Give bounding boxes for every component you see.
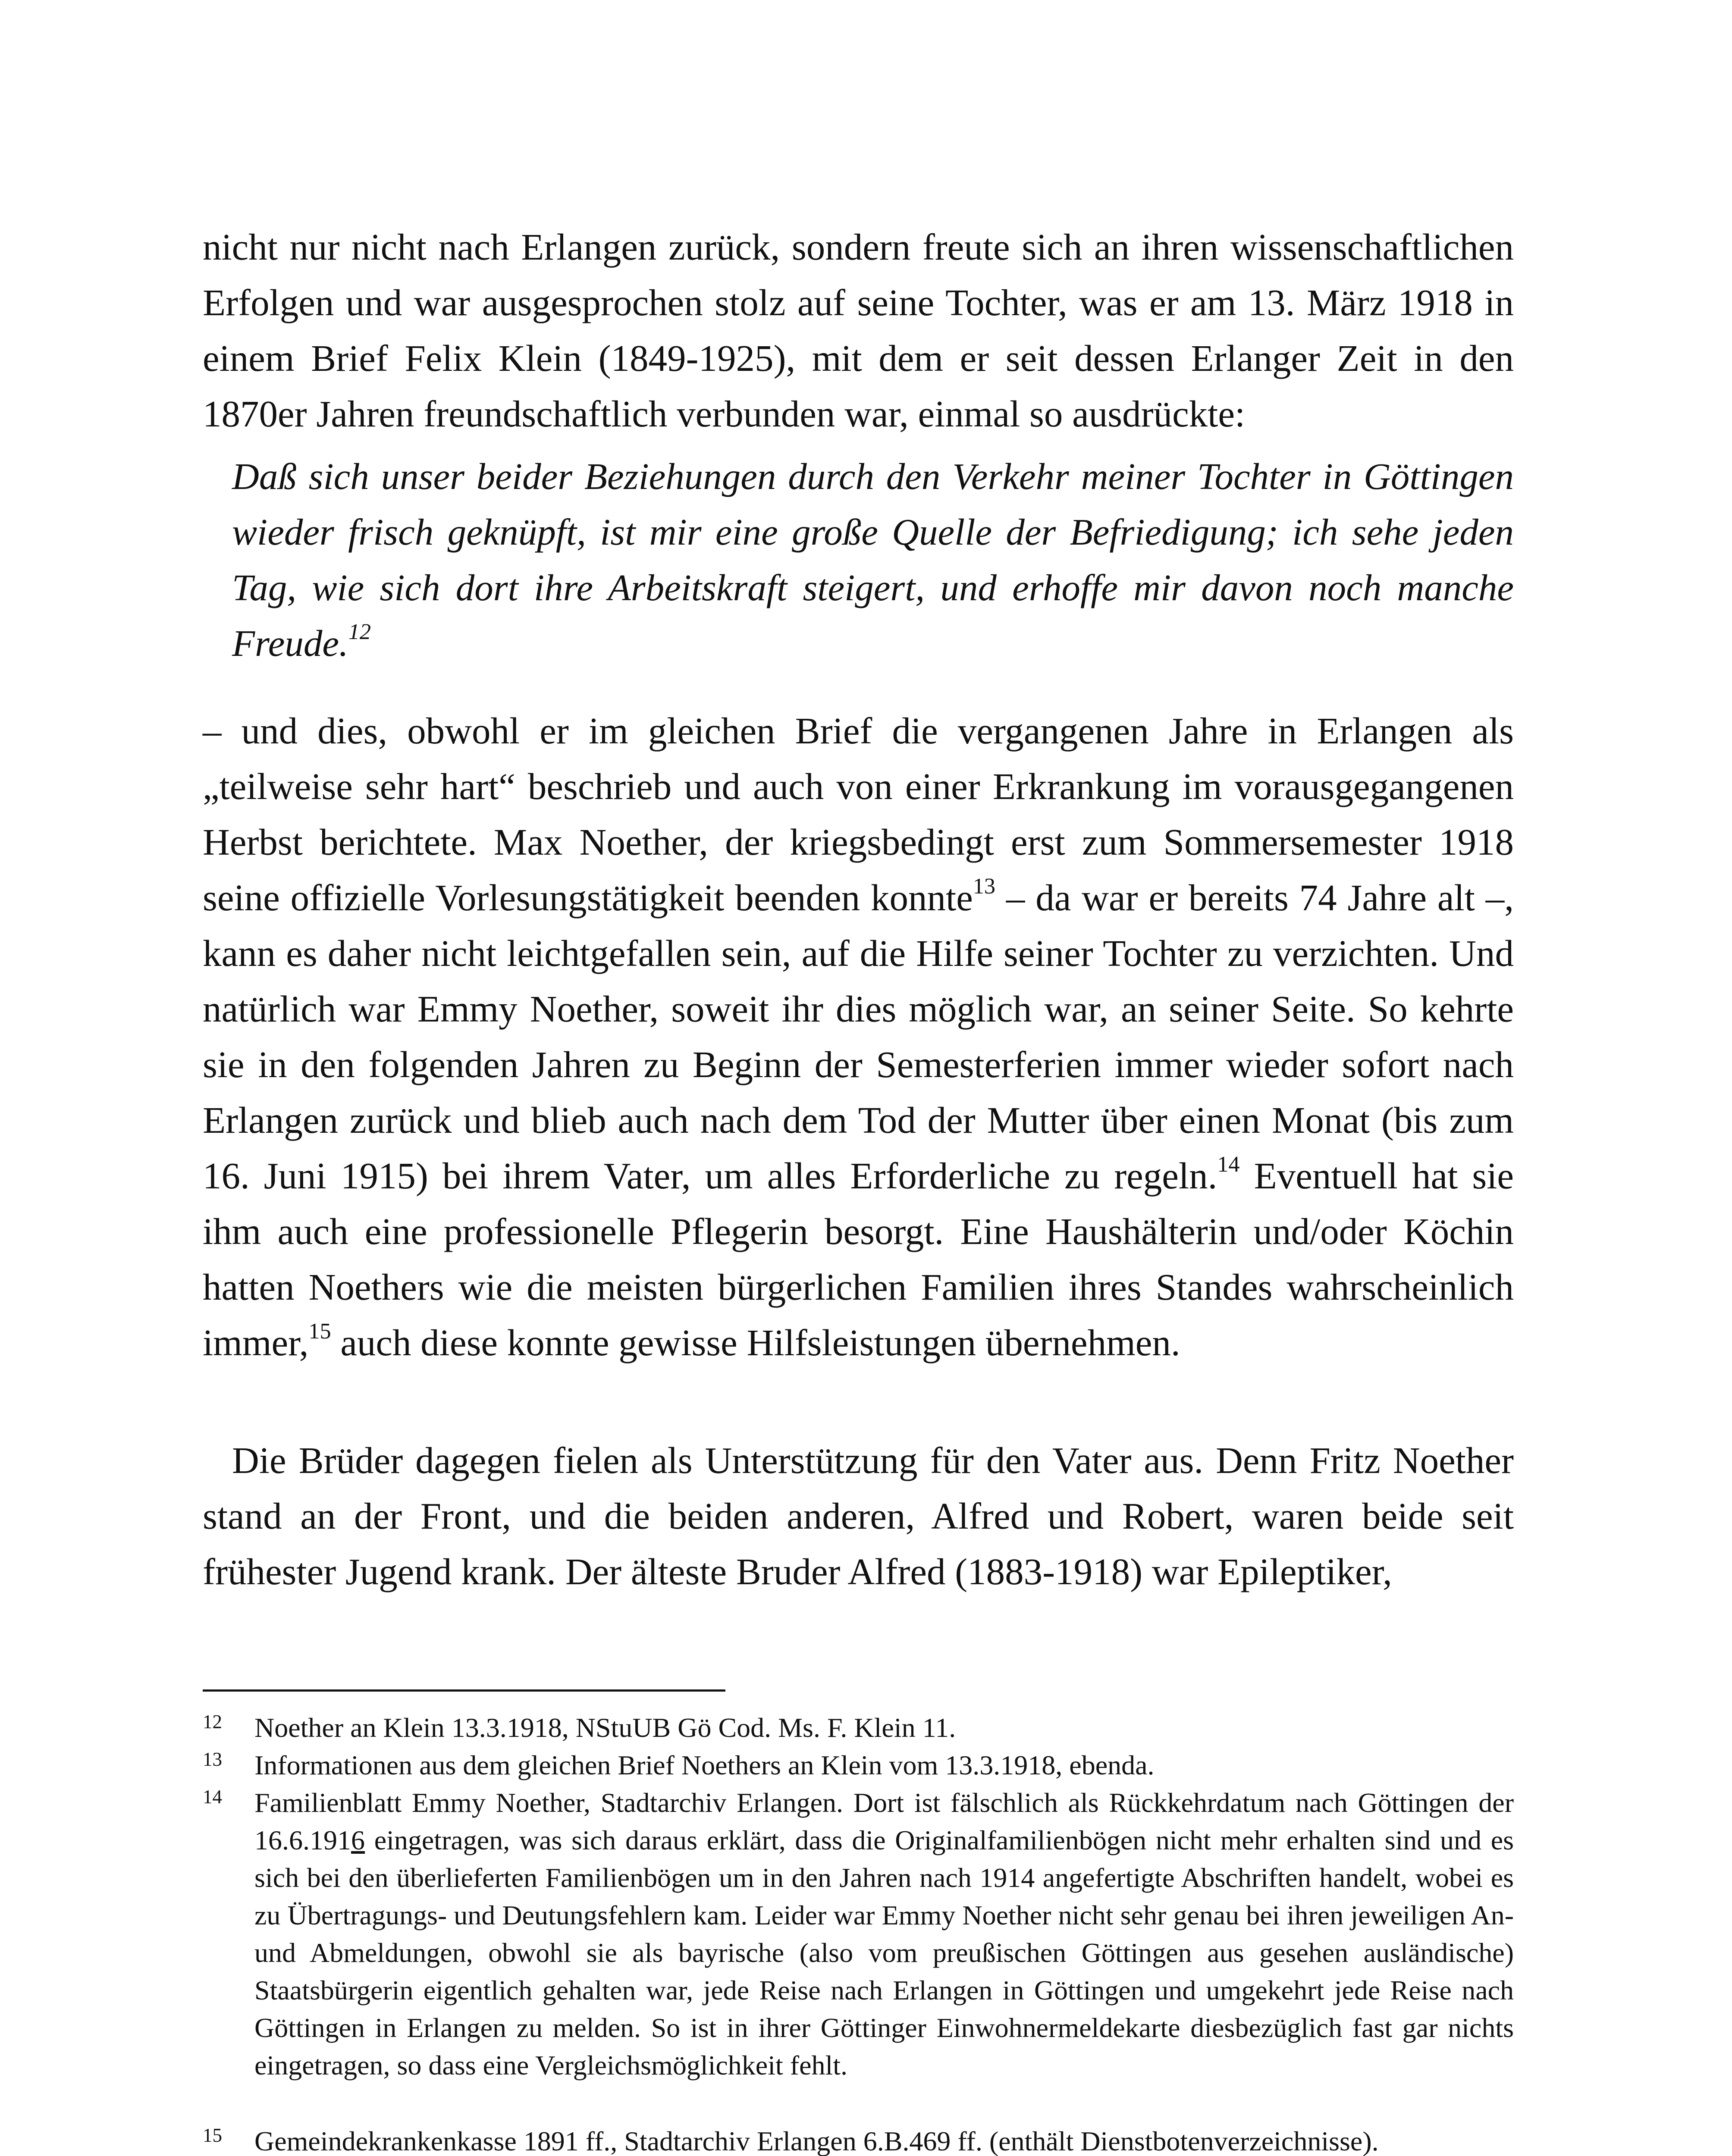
footnote-number: 14 [203,1786,222,1808]
footnote-number: 13 [203,1749,222,1770]
footnote-text [254,1784,1514,2084]
paragraph-3-text: Die Brüder dagegen fielen als Unterstützung für den Vater aus. Denn Fritz Noether stand an der Front, und die beiden anderen, Alfred und Robert, waren beide seit frühester Jugend krank. Der älteste Bruder Alfred (1883-1918) war Epileptiker, [203,1439,1514,1592]
footnote-underlined-digit: 6 [351,1825,365,1855]
footnote-ref-15[interactable]: 15 [308,1318,331,1344]
footnote-number: 12 [203,1711,222,1733]
paragraph-2-part-4: auch diese konnte gewisse Hilfsleistungen übernehmen. [331,1322,1180,1363]
footnote-text: Informationen aus dem gleichen Brief Noethers an Klein vom 13.3.1918, ebenda. [254,1750,1155,1780]
footnote-text-after: eingetragen, was sich daraus erklärt, dass die Originalfamilienbögen nicht mehr erhalten sind und es sich bei den überlieferten Familienbögen um in den Jahren nach 1914 angefertigte Abschriften handelt, wobei es zu Übertragungs- und Deutungsfehlern kam. Leider war Emmy Noether nicht sehr genau bei ihren jeweiligen An- und Abmeldungen, obwohl sie als bayrische (also vom preußischen Göttingen aus gesehen ausländische) Staatsbürgerin eigentlich gehalten war, jede Reise nach Erlangen in Göttingen und umgekehrt jede Reise nach Göttingen in Erlangen zu melden. So ist in ihrer Göttinger Einwohnermeldekarte diesbezüglich fast gar nichts eingetragen, so dass eine Vergleichsmöglichkeit fehlt. [254,1825,1514,2081]
body-paragraph-2 [203,703,1514,1370]
body-paragraph-1 [203,219,1514,442]
footnote-13 [203,1746,1514,1784]
paragraph-2-part-3: Eventuell hat sie ihm auch eine professionelle Pflegerin besorgt. Eine Haushälterin und/oder Köchin hatten Noethers wie die meisten bürgerlichen Familien ihres Standes wahrscheinlich immer, [203,1155,1514,1363]
footnote-ref-14[interactable]: 14 [1217,1151,1240,1177]
footnote-separator [203,1689,725,1692]
paragraph-2-part-1: – und dies, obwohl er im gleichen Brief die vergangenen Jahre in Erlangen als „teilweise sehr hart“ beschrieb und auch von einer Erkrankung im vorausgegangenen Herbst berichtete. Max Noether, der kriegsbedingt erst zum Sommersemester 1918 seine offizielle Vorlesungstätigkeit beenden konnte [203,710,1514,918]
footnote-ref-13[interactable]: 13 [973,873,996,899]
footnote-text-before: Familienblatt Emmy Noether, Stadtarchiv Erlangen. Dort ist fälschlich als Rückkehrdatum nach Göttingen der 16.6.191 [254,1787,1514,1855]
paragraph-2-part-2: – da war er bereits 74 Jahre alt –, kann es daher nicht leichtgefallen sein, auf die Hilfe seiner Tochter zu verzichten. Und natürlich war Emmy Noether, soweit ihr dies möglich war, an seiner Seite. So kehrte sie in den folgenden Jahren zu Beginn der Semesterferien immer wieder sofort nach Erlangen zurück und blieb auch nach dem Tod der Mutter über einen Monat (bis zum 16. Juni 1915) bei ihrem Vater, um alles Erforderliche zu regeln. [203,877,1514,1197]
body-paragraph-3 [203,1432,1514,1599]
quote-text: Daß sich unser beider Beziehungen durch den Verkehr meiner Tochter in Göttingen wieder frisch geknüpft, ist mir eine große Quelle der Befriedigung; ich sehe jeden Tag, wie sich dort ihre Arbeitskraft steigert, und erhoffe mir davon noch manche Freude. [232,455,1514,664]
footnote-ref-12[interactable]: 12 [348,619,371,644]
block-quote [232,448,1514,671]
footnote-number: 15 [203,2125,222,2146]
footnote-15 [203,2122,1514,2156]
footnote-14 [203,1784,1514,2084]
footnote-text: Noether an Klein 13.3.1918, NStuUB Gö Cod. Ms. F. Klein 11. [254,1712,956,1743]
footnote-12 [203,1709,1514,1746]
paragraph-1-text: nicht nur nicht nach Erlangen zurück, sondern freute sich an ihren wissenschaftlichen Erfolgen und war ausgesprochen stolz auf seine Tochter, was er am 13. März 1918 in einem Brief Felix Klein (1849-1925), mit dem er seit dessen Erlanger Zeit in den 1870er Jahren freundschaftlich verbunden war, einmal so ausdrückte: [203,226,1514,435]
footnote-text: Gemeindekrankenkasse 1891 ff., Stadtarchiv Erlangen 6.B.469 ff. (enthält Dienstbotenverzeichnisse). [254,2126,1379,2156]
